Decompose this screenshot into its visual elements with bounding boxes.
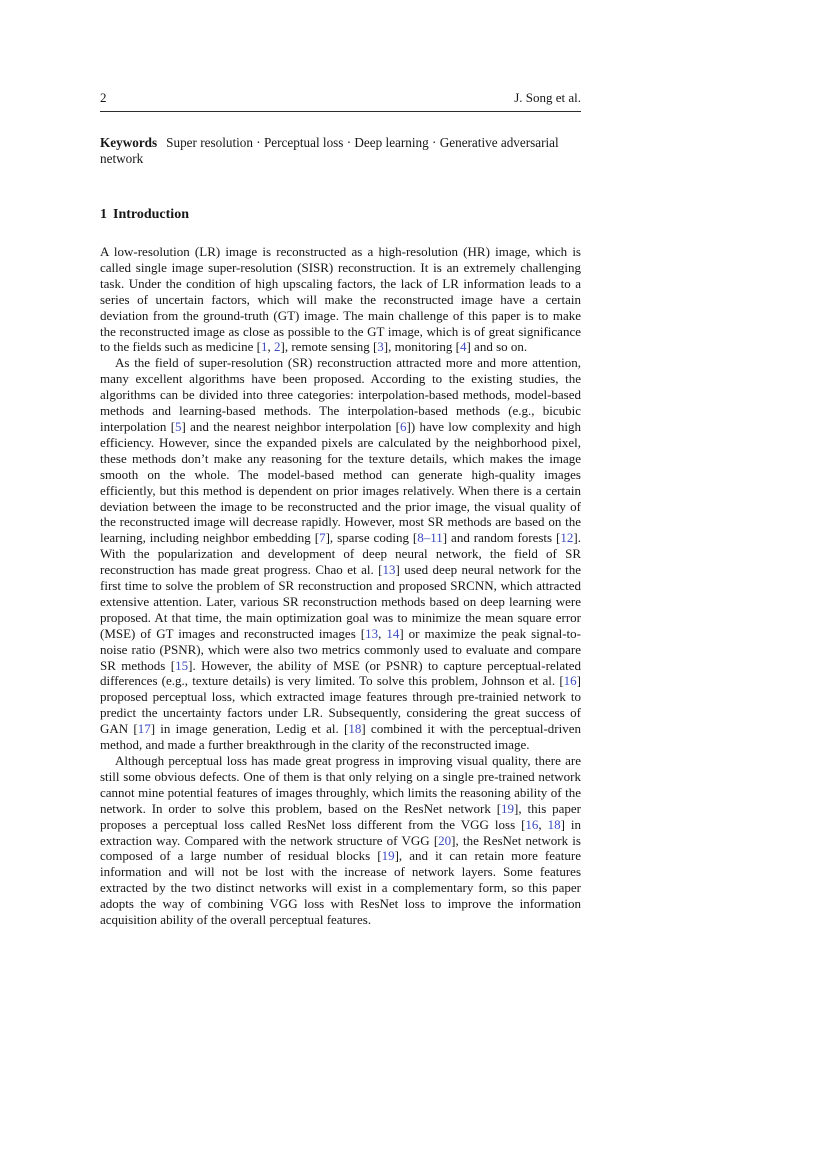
keywords-text: Super resolution · Perceptual loss · Deep learning · Generative adversarial network — [100, 135, 559, 166]
citation-link[interactable]: 18 — [348, 721, 362, 737]
text-run: ], the ResNet network is composed of a large number of residual blocks [ — [100, 832, 581, 864]
text-run: ] and random forests [ — [442, 530, 561, 546]
text-run: ] and the nearest neighbor interpolation [ — [181, 418, 401, 434]
citation-link[interactable]: 1 — [261, 339, 268, 355]
citation-link[interactable]: 2 — [274, 339, 281, 355]
paragraph-1 — [100, 244, 581, 355]
section-heading — [100, 207, 581, 223]
section-number: 1 — [100, 207, 107, 222]
text-run: , — [267, 339, 275, 355]
citation-link[interactable]: 12 — [560, 530, 574, 546]
citation-link[interactable]: 13 — [382, 562, 396, 578]
text-run: ]) have low complexity and high efficiency. However, since the expanded pixels are calculated by the neighborhood pixel, these methods don’t make any reasoning for the texture details, which makes the image smooth on the whole. The model-based method can generate high-quality images efficiently, but this method is dependent on prior images relatively. When there is a certain deviation between the image to be reconstructed and the prior image, the visual quality of the reconstructed image will decrease rapidly. However, most SR methods are based on the learning, including neighbor embedding [ — [100, 418, 581, 546]
citation-link[interactable]: 15 — [175, 657, 189, 673]
citation-link[interactable]: 17 — [137, 721, 151, 737]
text-run: ], sparse coding [ — [325, 530, 418, 546]
section-title: Introduction — [113, 207, 189, 222]
text-run: ] proposed perceptual loss, which extracted image features through pre-trainied network to predict the uncertainty factors under LR. Subsequently, considering the great success of GAN [ — [100, 673, 581, 737]
text-run: ], monitoring [ — [383, 339, 460, 355]
citation-link[interactable]: 6 — [400, 418, 407, 434]
citation-link[interactable]: 13 — [365, 625, 379, 641]
body-text — [100, 244, 581, 928]
text-run: ] used deep neural network for the first time to solve the problem of SR reconstruction and proposed SRCNN, which attracted extensive attention. Later, various SR reconstruction methods based on deep learning were proposed. At that time, the main optimization goal was to minimize the mean square error (MSE) of GT images and reconstructed images [ — [100, 562, 582, 641]
paper-page — [100, 90, 581, 928]
citation-link[interactable]: 16 — [525, 816, 539, 832]
page-header — [100, 90, 581, 112]
citation-link[interactable]: 19 — [501, 800, 515, 816]
text-run: Although perceptual loss has made great progress in improving visual quality, there are still some obvious defects. One of them is that only relying on a single pre-trained network cannot mine potential features of images throughly, which limits the reasoning ability of the network. In order to solve this problem, based on the ResNet network [ — [100, 753, 581, 816]
text-run: ] in extraction way. Compared with the network structure of VGG [ — [100, 816, 581, 848]
citation-link[interactable]: 14 — [386, 625, 400, 641]
paragraph-3 — [100, 753, 581, 928]
citation-link[interactable]: 16 — [563, 673, 577, 689]
text-run: ] or maximize the peak signal-to-noise ratio (PSNR), which were also two metrics commonly used to evaluate and compare SR methods [ — [100, 625, 581, 673]
citation-link[interactable]: 18 — [547, 816, 561, 832]
text-run: ] and so on. — [466, 339, 528, 355]
text-run: As the field of super-resolution (SR) reconstruction attracted more and more attention, many excellent algorithms have been proposed. According to the existing studies, the algorithms can be divided into three categories: interpolation-based methods, model-based methods and learning-based methods. The interpolation-based methods (e.g., bicubic interpolation [ — [100, 355, 581, 434]
text-run: ]. With the popularization and development of deep neural network, the field of SR reconstruction has made great progress. Chao et al. [ — [100, 530, 581, 578]
running-title: J. Song et al. — [514, 90, 581, 105]
text-run: ], remote sensing [ — [280, 339, 378, 355]
citation-link[interactable]: 5 — [175, 418, 182, 434]
text-run: ] in image generation, Ledig et al. [ — [150, 721, 349, 737]
text-run: ], this paper proposes a perceptual loss called ResNet loss different from the VGG loss [ — [100, 800, 582, 832]
text-run: , — [538, 816, 548, 832]
citation-link[interactable]: 19 — [381, 848, 395, 864]
text-run: ]. However, the ability of MSE (or PSNR) to capture perceptual-related differences (e.g., texture details) is very limited. To solve this problem, Johnson et al. [ — [100, 657, 581, 689]
page-number: 2 — [100, 90, 107, 105]
keywords-label: Keywords — [100, 135, 158, 150]
paragraph-2 — [100, 355, 581, 753]
citation-link[interactable]: 7 — [319, 530, 326, 546]
citation-link[interactable]: 20 — [438, 832, 452, 848]
keywords-line — [100, 135, 581, 167]
citation-link[interactable]: 3 — [377, 339, 384, 355]
text-run: ] combined it with the perceptual-driven method, and made a further breakthrough in the clarity of the reconstructed image. — [100, 721, 582, 753]
text-run: ], and it can retain more feature information and will not be lost with the increase of network layers. Some features extracted by the two distinct networks will exist in a complementary form, so this paper adopts the way of combining VGG loss with ResNet loss to improve the information acquisition ability of the overall perceptual features. — [100, 848, 581, 928]
text-run: A low-resolution (LR) image is reconstructed as a high-resolution (HR) image, which is called single image super-resolution (SISR) reconstruction. It is an extremely challenging task. Under the condition of high upscaling factors, the lack of LR information leads to a series of uncertain factors, which will make the reconstructed image have a certain deviation from the ground-truth (GT) image. The main challenge of this paper is to make the reconstructed image as close as possible to the GT image, which is of great significance to the fields such as medicine [ — [100, 244, 581, 355]
text-run: , — [378, 625, 387, 641]
citation-link[interactable]: 4 — [459, 339, 467, 355]
citation-link[interactable]: 8–11 — [417, 530, 443, 546]
